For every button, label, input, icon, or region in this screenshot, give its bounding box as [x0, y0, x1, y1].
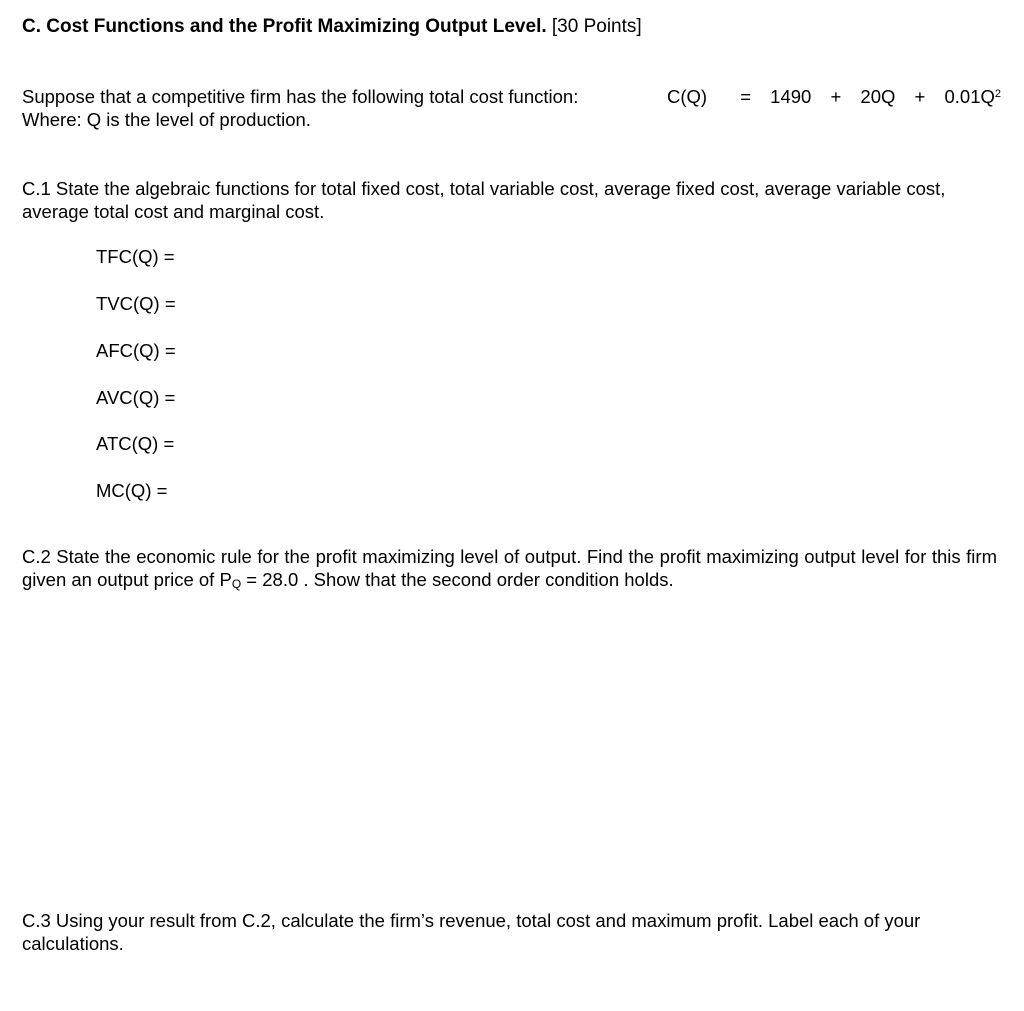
cost-exponent: 2: [994, 88, 1002, 100]
price-subscript: Q: [231, 577, 242, 591]
section-header: [22, 15, 642, 39]
cost-term-fixed: 1490: [770, 86, 812, 107]
cost-plus: +: [914, 86, 926, 107]
equation-tfc: TFC(Q) =: [96, 246, 175, 267]
intro-text: Suppose that a competitive firm has the following total cost function:: [22, 86, 579, 107]
cost-equals: =: [740, 86, 752, 107]
section-points: [30 Points]: [551, 16, 642, 37]
intro-where: Where: Q is the level of production.: [22, 109, 311, 130]
price-value: = 28.0: [241, 569, 299, 590]
question-c2: [22, 545, 997, 596]
cost-plus: +: [830, 86, 842, 107]
equation-avc: AVC(Q) =: [96, 387, 176, 408]
question-c1: C.1 State the algebraic functions for total fixed cost, total variable cost, average fixed cost, average variable cost, average total cost and marginal cost.: [22, 178, 946, 222]
equation-afc: AFC(Q) =: [96, 340, 176, 361]
question-c3: C.3 Using your result from C.2, calculate the firm’s revenue, total cost and maximum profit. Label each of your calculations.: [22, 910, 921, 954]
cost-lhs: C(Q): [667, 86, 708, 107]
c2-text-before: C.2 State the economic rule for the profit maximizing level of output. Find the profit maximizing output level for this firm given an output price of: [22, 546, 997, 590]
c2-text-after: . Show that the second order condition holds.: [298, 569, 674, 590]
intro-paragraph: [22, 85, 1007, 131]
section-title: C. Cost Functions and the Profit Maximizing Output Level.: [22, 16, 547, 37]
equation-atc: ATC(Q) =: [96, 433, 175, 454]
cost-term-linear: 20Q: [860, 86, 896, 107]
price-symbol: P: [219, 569, 232, 590]
cost-function: [667, 85, 1001, 108]
equation-tvc: TVC(Q) =: [96, 293, 176, 314]
equation-mc: MC(Q) =: [96, 480, 168, 501]
cost-term-quadratic: 0.01Q: [944, 86, 995, 107]
